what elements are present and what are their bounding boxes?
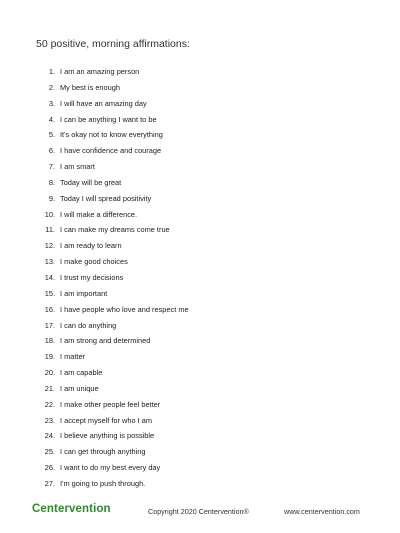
item-number: 18. [44,336,55,346]
item-text: It's okay not to know everything [60,130,163,140]
item-number: 4. [48,114,55,124]
item-text: I have people who love and respect me [60,304,189,314]
item-text: I want to do my best every day [60,463,161,473]
centervention-logo: Centervention [32,503,111,515]
item-number: 8. [48,177,55,187]
item-text: I am an amazing person [60,67,140,76]
list-item [34,143,189,159]
item-text: I make other people feel better [60,399,161,409]
item-text: I accept myself for who I am [60,415,153,425]
item-text: I can get through anything [60,447,146,457]
item-number: 7. [48,162,55,172]
list-item [34,159,189,175]
item-number: 11. [45,225,55,235]
item-text: I matter [60,352,86,362]
item-number: 19. [44,352,55,362]
list-item [34,80,189,96]
item-text: I'm going to push through. [60,478,146,488]
item-number: 22. [44,399,55,409]
item-number: 1. [48,67,55,76]
item-text: I can make my dreams come true [60,225,170,235]
list-item [34,460,189,476]
list-item [34,381,189,397]
list-item [34,476,189,492]
item-number: 15. [44,288,55,298]
list-item [34,127,189,143]
item-number: 10. [44,209,55,219]
list-item [34,207,189,223]
list-item [34,302,189,318]
item-number: 17. [44,320,55,330]
list-item [34,428,189,444]
item-text: Today will be great [60,177,122,187]
affirmations-list [34,64,189,492]
item-number: 14. [44,272,55,282]
item-text: My best is enough [60,82,120,92]
item-number: 12. [44,241,55,251]
item-text: I am unique [60,383,99,393]
item-number: 25. [44,447,55,457]
list-item [34,365,189,381]
list-item [34,333,189,349]
list-item [34,191,189,207]
item-text: I have confidence and courage [60,146,162,156]
list-item [34,64,189,80]
item-text: I will have an amazing day [60,98,147,108]
item-number: 5. [48,130,55,140]
item-number: 23. [44,415,55,425]
item-text: I will make a difference. [60,209,138,219]
list-item [34,175,189,191]
list-item [34,254,189,270]
item-text: I am capable [60,368,103,378]
item-text: I trust my decisions [60,272,124,282]
item-number: 16. [44,304,55,314]
list-item [34,397,189,413]
item-number: 27. [44,478,55,488]
item-number: 13. [44,257,55,267]
list-item [34,222,189,238]
item-number: 24. [44,431,55,441]
list-item [34,238,189,254]
item-text: I make good choices [60,257,128,267]
item-number: 26. [44,463,55,473]
item-text: I am strong and determined [60,336,151,346]
list-item [34,270,189,286]
list-item [34,444,189,460]
list-item [34,413,189,429]
item-text: I am ready to learn [60,241,122,251]
item-text: I can be anything I want to be [60,114,157,124]
item-number: 20. [44,368,55,378]
list-item [34,286,189,302]
copyright-text: Copyright 2020 Centervention® [148,507,249,516]
list-item [34,349,189,365]
page-title: 50 positive, morning affirmations: [36,38,190,50]
item-text: I believe anything is possible [60,431,155,441]
item-number: 2. [48,82,55,92]
item-text: I am smart [60,162,95,172]
item-text: I can do anything [60,320,117,330]
item-number: 3. [48,98,55,108]
item-number: 21. [44,383,55,393]
item-text: Today I will spread positivity [60,193,152,203]
list-item [34,112,189,128]
website-text: www.centervention.com [284,507,360,516]
footer [0,503,400,523]
item-number: 6. [48,146,55,156]
list-item [34,96,189,112]
item-number: 9. [48,193,55,203]
item-text: I am important [60,288,108,298]
list-item [34,318,189,334]
